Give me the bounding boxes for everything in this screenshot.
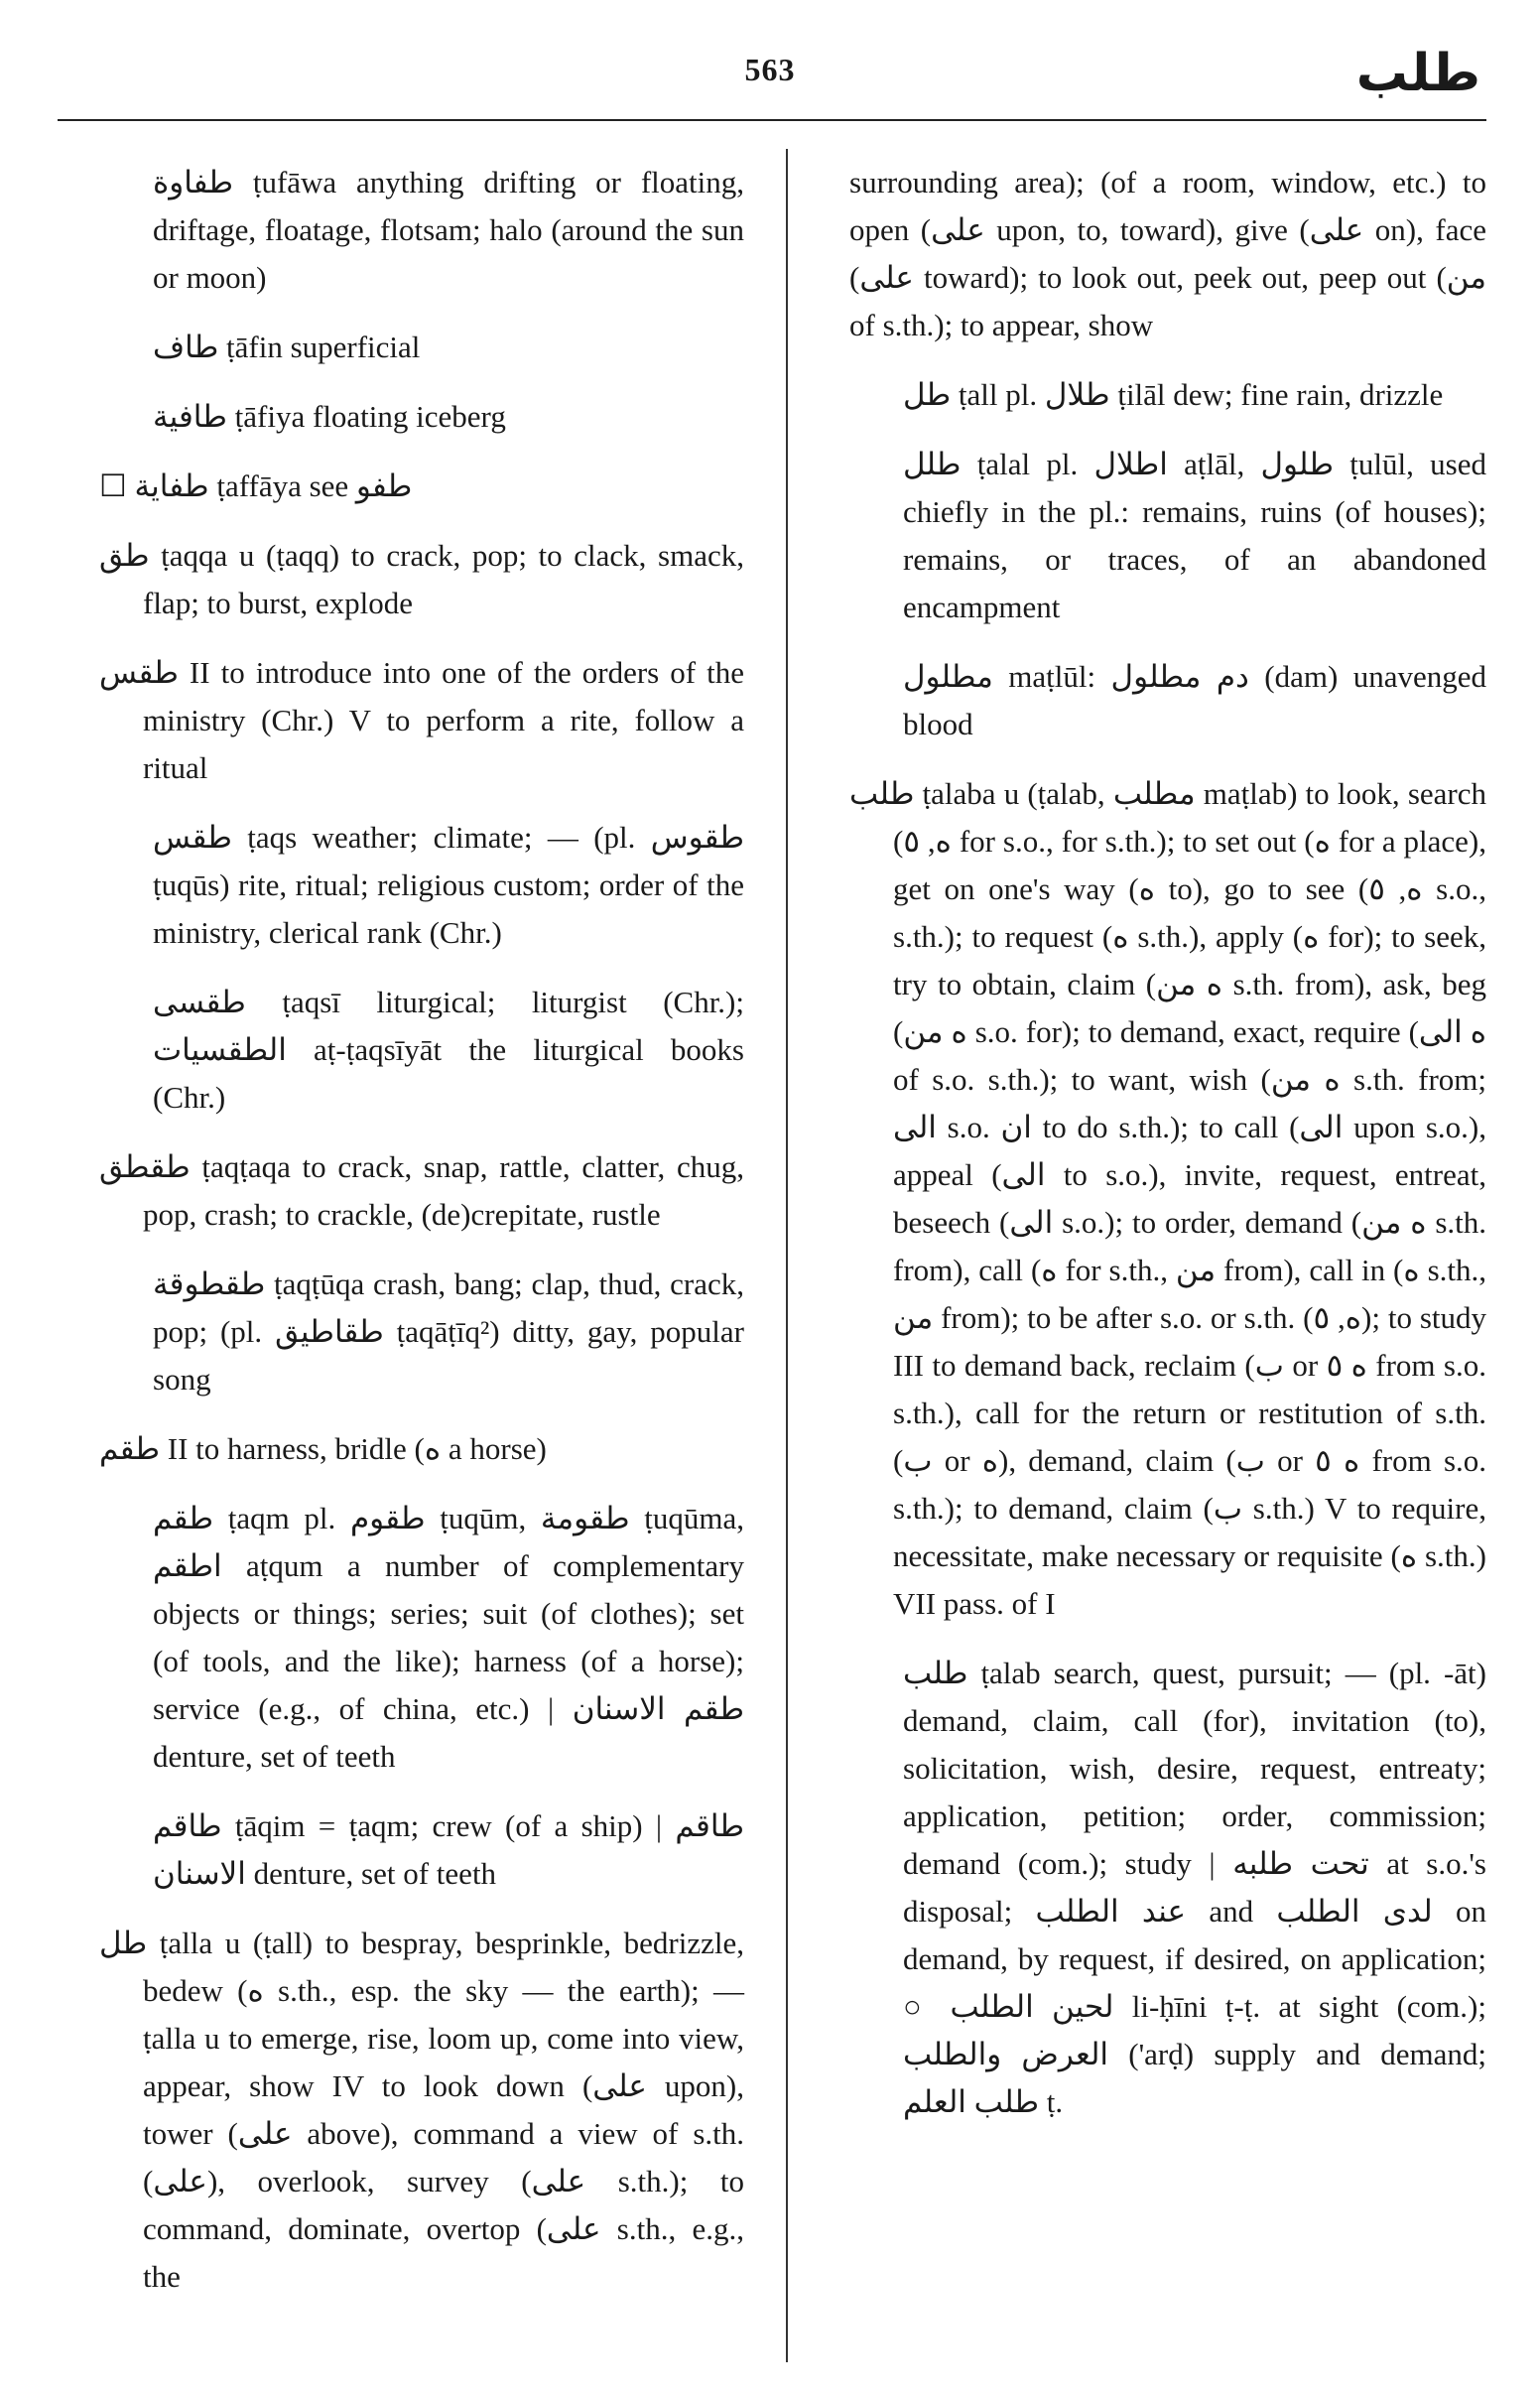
dictionary-entry: طقس ṭaqs weather; climate; — (pl. طقوس ṭuqūs) rite, ritual; religious custom; order of the ministry, clerical rank (Chr.) bbox=[153, 820, 744, 950]
dictionary-entry: طقس II to introduce into one of the orders of the ministry (Chr.) V to perform a rite, follow a ritual bbox=[99, 655, 744, 785]
dictionary-entry: طاف ṭāfin superficial bbox=[153, 330, 421, 364]
dictionary-entry: طاقم ṭāqim = ṭaqm; crew (of a ship) | طاقم الاسنان denture, set of teeth bbox=[153, 1808, 744, 1891]
dictionary-entry: طلب ṭalab search, quest, pursuit; — (pl. -āt) demand, claim, call (for), invitation (to), solicitation, wish, desire, request, entreaty; application, petition; order, commission; demand (com.); study | تحت طلبه at s.o.'s disposal; عند الطلب and لدى الطلب on demand, by request, if desired, on application; ○ لحين الطلب li-ḥīni ṭ-ṭ. at sight (com.); العرض والطلب ('arḍ) supply and demand; طلب العلم ṭ. bbox=[903, 1656, 1486, 2119]
left-column bbox=[99, 159, 744, 2323]
dictionary-entry: طقم II to harness, bridle (ه a horse) bbox=[99, 1431, 547, 1466]
dictionary-entry: طقسى ṭaqsī liturgical; liturgist (Chr.); الطقسيات aṭ-ṭaqsīyāt the liturgical books (Chr.) bbox=[153, 985, 744, 1115]
page-number: 563 bbox=[744, 52, 796, 87]
dictionary-entry: طل ṭall pl. طلال ṭilāl dew; fine rain, drizzle bbox=[903, 377, 1444, 412]
dictionary-entry: طل ṭalla u (ṭall) to bespray, besprinkle, bedrizzle, bedew (ه s.th., esp. the sky — the earth); — ṭalla u to emerge, rise, loom up, come into view, appear, show IV to look down (على upon), tower (على above), command a view of s.th. (على), overlook, survey (على s.th.); to command, dominate, overtop (على s.th., e.g., the bbox=[99, 1926, 745, 2294]
dictionary-entry: طلب ṭalaba u (ṭalab, مطلب maṭlab) to look, search (ه, ٥ for s.o., for s.th.); to set out (ه for a place), get on one's way (ه to), go to see (ه, ٥ s.o., s.th.); to request (ه s.th.), apply (ه for); to seek, try to obtain, claim (ه من s.th. from), ask, beg (ه من s.o. for); to demand, exact, require (ه الى of s.o. s.th.); to want, wish (ه من s.th. from; الى s.o. ان to do s.th.); to call (الى upon s.o.), appeal (الى to s.o.), invite, request, entreat, beseech (الى s.o.); to order, demand (ه من s.th. from), call (ه for s.th., من from), call in (ه s.th., من from); to be after s.o. or s.th. (ه, ٥); to study III to demand back, reclaim (ب or ه ٥ from s.o. s.th.), call for the return or restitution of s.th. (ب or ه), demand, claim (ب or ه ٥ from s.o. s.th.); to demand, claim (ب s.th.) V to require, necessitate, make necessary or requisite (ه s.th.) VII pass. of I bbox=[849, 776, 1487, 1621]
running-headword: طلب bbox=[1355, 44, 1480, 103]
column-divider bbox=[786, 149, 788, 2362]
dictionary-entry: طقطوقة ṭaqṭūqa crash, bang; clap, thud, crack, pop; (pl. طقاطيق ṭaqāṭīq²) ditty, gay, popular song bbox=[153, 1266, 744, 1397]
dictionary-entry: طقطق ṭaqṭaqa to crack, snap, rattle, clatter, chug, pop, crash; to crackle, (de)crepitate, rustle bbox=[99, 1149, 744, 1232]
dictionary-entry: طقم ṭaqm pl. طقوم ṭuqūm, طقومة ṭuqūma, اطقم aṭqum a number of complementary objects or things; series; suit (of clothes); set (of tools, and the like); harness (of a horse); service (e.g., of china, etc.) | طقم الاسنان denture, set of teeth bbox=[153, 1501, 744, 1774]
dictionary-entry: مطلول maṭlūl: دم مطلول (dam) unavenged blood bbox=[903, 659, 1486, 741]
dictionary-entry: طلل ṭalal pl. اطلال aṭlāl, طلول ṭulūl, used chiefly in the pl.: remains, ruins (of houses); remains, or traces, of an abandoned encampment bbox=[903, 447, 1486, 624]
dictionary-entry: ☐ طفاية ṭaffāya see طفو bbox=[99, 468, 413, 503]
dictionary-entry: surrounding area); (of a room, window, etc.) to open (على upon, to, toward), give (على on), face (على toward); to look out, peek out, peep out (من of s.th.); to appear, show bbox=[849, 165, 1486, 342]
header-rule bbox=[58, 119, 1486, 121]
dictionary-entry: طفاوة ṭufāwa anything drifting or floating, driftage, floatage, flotsam; halo (around the sun or moon) bbox=[153, 165, 744, 295]
dictionary-entry: طق ṭaqqa u (ṭaqq) to crack, pop; to clack, smack, flap; to burst, explode bbox=[99, 538, 744, 620]
right-column bbox=[849, 159, 1486, 2148]
dictionary-entry: طافية ṭāfiya floating iceberg bbox=[153, 399, 506, 434]
